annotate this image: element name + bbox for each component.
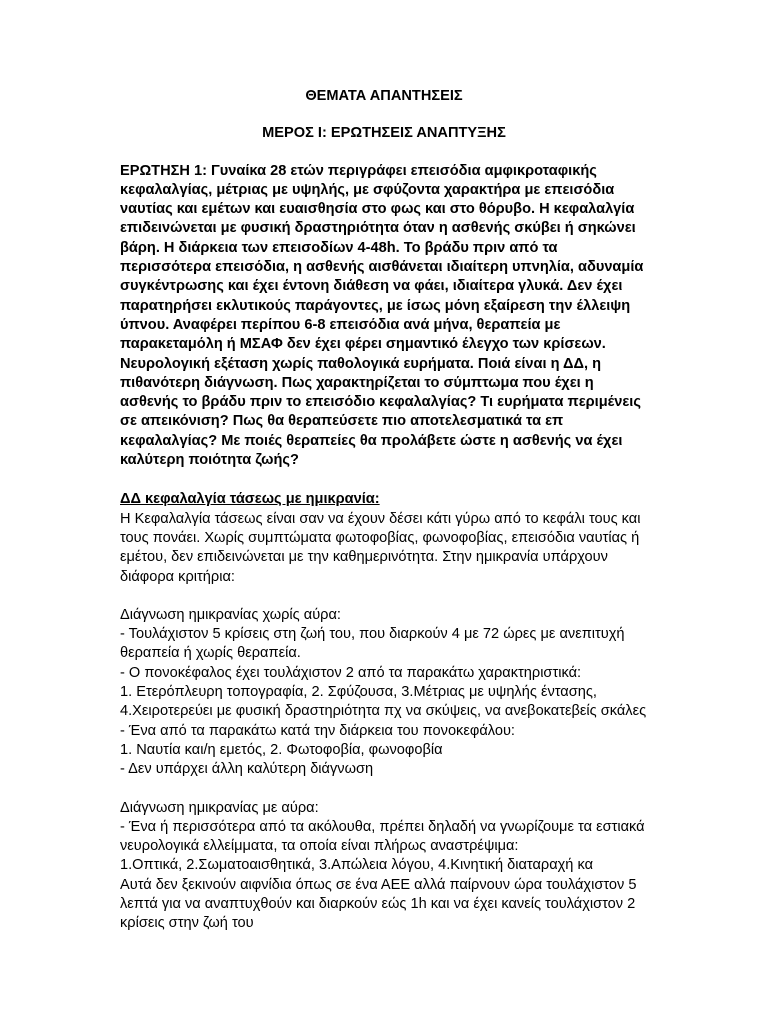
- differential-diagnosis-heading: ΔΔ κεφαλαλγία τάσεως με ημικρανία:: [120, 491, 380, 508]
- migraine-with-aura-section: [120, 799, 648, 934]
- migraine-with-aura-heading: Διάγνωση ημικρανίας με αύρα:: [120, 799, 319, 816]
- criteria-line: - Ο πονοκέφαλος έχει τουλάχιστον 2 από τα παρακάτω χαρακτηριστικά:: [120, 664, 582, 681]
- document-title: ΘΕΜΑΤΑ ΑΠΑΝΤΗΣΕΙΣ: [305, 88, 463, 104]
- criteria-line: 1. Ετερόπλευρη τοπογραφία, 2. Σφύζουσα, 3.Μέτριας με υψηλής έντασης,: [120, 684, 597, 701]
- migraine-without-aura-heading: Διάγνωση ημικρανίας χωρίς αύρα:: [120, 606, 341, 623]
- question-1: ΕΡΩΤΗΣΗ 1: Γυναίκα 28 ετών περιγράφει επεισόδια αμφικροταφικής κεφαλαλγίας, μέτριας με υψηλής, με σφύζοντα χαρακτήρα με επεισόδια ναυτίας και εμέτων και ευαισθησία στο φως και στο θόρυβο. Η κεφαλαλγία επιδεινώνεται με φυσική δραστηριότητα όταν η ασθενής σκύβει ή σηκώνει βάρη. Η διάρκεια των επεισοδίων 4-48h. Το βράδυ πριν από τα περισσότερα επεισόδια, η ασθενής αισθάνεται ιδιαίτερη υπνηλία, αδυναμία συγκέντρωσης και έχει έντονη διάθεση να φάει, ιδιαίτερα γλυκά. Δεν έχει παρατηρήσει εκλυτικούς παράγοντες, με ίσως μόνη εξαίρεση την έλλειψη ύπνου. Αναφέρει περίπου 6-8 επεισόδια ανά μήνα, θεραπεία με παρακεταμόλη ή ΜΣΑΦ δεν έχει φέρει σημαντικό έλεγχο των κρίσεων. Νευρολογική εξέταση χωρίς παθολογικά ευρήματα. Ποιά είναι η ΔΔ, η πιθανότερη διάγνωση. Πως χαρακτηρίζεται το σύμπτωμα που έχει η ασθενής το βράδυ πριν το επεισόδιο κεφαλαλγίας? Τι ευρήματα περιμένεις σε απεικόνιση? Πως θα θεραπεύσετε πιο αποτελεσματικά τα επ κεφαλαλγίας? Με ποιές θεραπείες θα προλάβετε ώστε η ασθενής να έχει καλύτερη ποιότητα ζωής?: [120, 162, 644, 469]
- migraine-without-aura-section: [120, 606, 648, 780]
- differential-diagnosis-text: Η Κεφαλαλγία τάσεως είναι σαν να έχουν δέσει κάτι γύρω από το κεφάλι τους και τους πονάει. Χωρίς συμπτώματα φωτοφοβίας, φωνοφοβίας, επεισόδια ναυτίας ή εμέτου, δεν επιδεινώνεται με την καθημερινότητα. Στην ημικρανία υπάρχουν διάφορα κριτήρια:: [120, 510, 641, 585]
- criteria-line: 1. Ναυτία και/η εμετός, 2. Φωτοφοβία, φωνοφοβία: [120, 741, 443, 758]
- criteria-line: 4.Χειροτερεύει με φυσική δραστηριότητα πχ να σκύψεις, να ανεβοκατεβείς σκάλες: [120, 703, 647, 720]
- criteria-line: Αυτά δεν ξεκινούν αιφνίδια όπως σε ένα ΑΕΕ αλλά παίρνουν ώρα τουλάχιστον 5 λεπτά για να αναπτυχθούν και διαρκούν εώς 1h και να έχει κανείς τουλάχιστον 2 κρίσεις στην ζωή του: [120, 876, 637, 932]
- differential-diagnosis-section: [120, 490, 648, 586]
- criteria-line: - Τουλάχιστον 5 κρίσεις στη ζωή του, που διαρκούν 4 με 72 ώρες με ανεπιτυχή θεραπεία ή χωρίς θεραπεία.: [120, 626, 625, 662]
- criteria-line: - Δεν υπάρχει άλλη καλύτερη διάγνωση: [120, 761, 374, 778]
- criteria-line: - Ένα από τα παρακάτω κατά την διάρκεια του πονοκεφάλου:: [120, 722, 515, 739]
- document-subtitle: ΜΕΡΟΣ Ι: ΕΡΩΤΗΣΕΙΣ ΑΝΑΠΤΥΞΗΣ: [262, 125, 506, 142]
- criteria-line: - Ένα ή περισσότερα από τα ακόλουθα, πρέπει δηλαδή να γνωρίζουμε τα εστιακά νευρολογικά ελλείμματα, τα οποία είναι πλήρως αναστρέψιμα:: [120, 818, 645, 855]
- criteria-line: 1.Οπτικά, 2.Σωματοαισθητικά, 3.Απώλεια λόγου, 4.Κινητική διαταραχή κα: [120, 857, 594, 874]
